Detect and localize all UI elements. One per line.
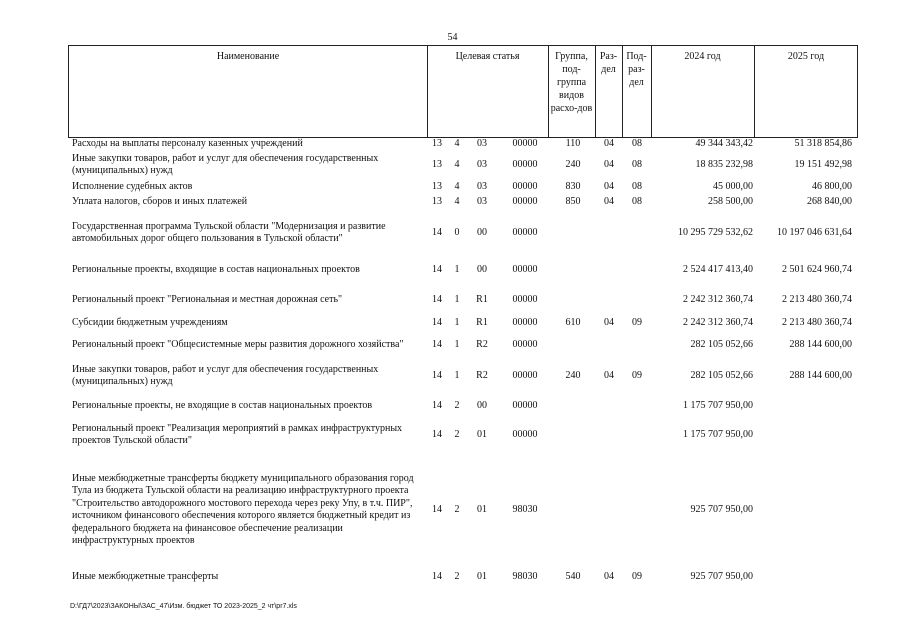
cell-pr: 09 xyxy=(632,369,642,381)
cell-grp: 830 xyxy=(565,180,581,192)
cell-rz: 04 xyxy=(604,195,614,207)
cell-y25: 10 197 046 631,64 xyxy=(777,226,852,238)
cell-y24: 49 344 343,42 xyxy=(695,137,753,149)
cell-y24: 282 105 052,66 xyxy=(690,369,753,381)
cell-c1: 14 xyxy=(432,428,442,440)
cell-c3: R2 xyxy=(476,369,488,381)
cell-y24: 1 175 707 950,00 xyxy=(683,399,753,411)
cell-name: Региональные проекты, не входящие в состав национальных проектов xyxy=(72,399,373,411)
cell-y24: 10 295 729 532,62 xyxy=(678,226,753,238)
table-row xyxy=(68,137,858,151)
cell-y25: 288 144 600,00 xyxy=(789,338,852,350)
cell-grp xyxy=(550,331,596,359)
cell-rz xyxy=(596,331,622,359)
cell-y25: 46 800,00 xyxy=(812,180,852,192)
cell-c1: 14 xyxy=(432,369,442,381)
cell-rz: 04 xyxy=(604,369,614,381)
cell-pr xyxy=(623,460,651,560)
cell-c1: 13 xyxy=(432,137,442,149)
cell-c1: 14 xyxy=(432,399,442,411)
cell-grp: 240 xyxy=(565,369,581,381)
cell-c4: 00000 xyxy=(512,338,538,350)
cell-c2: 2 xyxy=(454,503,460,515)
cell-c1: 14 xyxy=(432,570,442,582)
cell-c3: 03 xyxy=(477,195,487,207)
cell-pr: 08 xyxy=(632,180,642,192)
cell-c2: 1 xyxy=(454,316,460,328)
cell-y25 xyxy=(756,569,852,585)
cell-name: Субсидии бюджетным учреждениям xyxy=(72,316,228,328)
cell-y25: 2 501 624 960,74 xyxy=(782,263,852,275)
cell-c2: 4 xyxy=(454,137,460,149)
header-name: Наименование xyxy=(216,51,280,62)
cell-pr xyxy=(623,331,651,359)
cell-pr: 09 xyxy=(632,316,642,328)
cell-y25: 2 213 480 360,74 xyxy=(782,293,852,305)
cell-c1: 13 xyxy=(432,158,442,170)
cell-y25 xyxy=(756,460,852,560)
cell-pr: 08 xyxy=(632,158,642,170)
cell-y24: 2 524 417 413,40 xyxy=(683,263,753,275)
cell-pr xyxy=(623,262,651,278)
cell-rz: 04 xyxy=(604,137,614,149)
cell-c2: 1 xyxy=(454,293,460,305)
header-group: Группа, под-группа видов расхо-дов xyxy=(550,51,593,114)
cell-rz xyxy=(596,211,622,255)
cell-c2: 2 xyxy=(454,570,460,582)
cell-y24: 1 175 707 950,00 xyxy=(683,428,753,440)
cell-name: Региональный проект "Общесистемные меры развития дорожного хозяйства" xyxy=(72,338,404,350)
cell-grp: 540 xyxy=(565,570,581,582)
cell-c1: 13 xyxy=(432,195,442,207)
cell-c4: 00000 xyxy=(512,137,538,149)
cell-c4: 00000 xyxy=(512,195,538,207)
cell-rz xyxy=(596,292,622,308)
cell-c4: 00000 xyxy=(512,369,538,381)
cell-y24: 18 835 232,98 xyxy=(695,158,753,170)
header-2025: 2025 год xyxy=(787,51,825,62)
cell-grp xyxy=(550,262,596,278)
cell-c1: 14 xyxy=(432,503,442,515)
cell-name: Государственная программа Тульской области "Модернизация и развитие автомобильных дорог общего пользования в Тульской области" xyxy=(72,220,386,244)
cell-grp: 110 xyxy=(565,137,581,149)
cell-name: Расходы на выплаты персоналу казенных учреждений xyxy=(72,137,303,149)
table-row xyxy=(68,569,858,585)
cell-c3: 01 xyxy=(477,428,487,440)
cell-rz: 04 xyxy=(604,316,614,328)
cell-c1: 14 xyxy=(432,226,442,238)
cell-pr xyxy=(623,211,651,255)
cell-y25 xyxy=(756,420,852,450)
cell-rz: 04 xyxy=(604,180,614,192)
header-target: Целевая статья xyxy=(455,51,520,62)
cell-c4: 00000 xyxy=(512,428,538,440)
header-subsection: Под-раз-дел xyxy=(626,51,647,88)
cell-name: Иные закупки товаров, работ и услуг для обеспечения государственных (муниципальных) нужд xyxy=(72,152,379,176)
cell-c3: 03 xyxy=(477,137,487,149)
cell-c1: 14 xyxy=(432,293,442,305)
cell-rz: 04 xyxy=(604,158,614,170)
cell-c2: 1 xyxy=(454,263,460,275)
table-header xyxy=(68,45,858,138)
table-row xyxy=(68,152,858,178)
cell-c4: 98030 xyxy=(512,503,538,515)
cell-pr xyxy=(623,398,651,414)
cell-c3: 01 xyxy=(477,570,487,582)
table-row xyxy=(68,211,858,255)
cell-c4: 00000 xyxy=(512,293,538,305)
cell-c4: 00000 xyxy=(512,399,538,411)
table-row xyxy=(68,460,858,560)
cell-y25: 288 144 600,00 xyxy=(789,369,852,381)
cell-c4: 00000 xyxy=(512,158,538,170)
cell-grp xyxy=(550,292,596,308)
cell-c2: 1 xyxy=(454,338,460,350)
cell-rz: 04 xyxy=(604,570,614,582)
cell-c2: 4 xyxy=(454,195,460,207)
cell-c3: 01 xyxy=(477,503,487,515)
cell-y25: 268 840,00 xyxy=(807,195,852,207)
file-path: D:\ГД7\2023\ЗАКОНЫ\ЗАС_47\Изм. бюджет ТО 2023-2025_2 чт\pr7.xls xyxy=(70,603,297,610)
cell-grp xyxy=(550,398,596,414)
cell-y25: 19 151 492,98 xyxy=(794,158,852,170)
table-row xyxy=(68,361,858,391)
cell-name: Региональные проекты, входящие в состав национальных проектов xyxy=(72,263,360,275)
cell-pr: 08 xyxy=(632,195,642,207)
cell-c4: 00000 xyxy=(512,180,538,192)
cell-c3: 00 xyxy=(477,263,487,275)
cell-grp xyxy=(550,460,596,560)
cell-y24: 258 500,00 xyxy=(708,195,753,207)
cell-name: Уплата налогов, сборов и иных платежей xyxy=(72,195,248,207)
page-number: 54 xyxy=(447,32,458,43)
cell-c3: 00 xyxy=(477,399,487,411)
cell-c2: 4 xyxy=(454,158,460,170)
table-row xyxy=(68,331,858,359)
cell-name: Региональный проект "Реализация мероприятий в рамках инфраструктурных проектов Тульской области" xyxy=(72,422,403,446)
table-row xyxy=(68,398,858,414)
cell-y24: 45 000,00 xyxy=(713,180,753,192)
cell-c3: 00 xyxy=(477,226,487,238)
cell-c3: 03 xyxy=(477,180,487,192)
cell-grp: 850 xyxy=(565,195,581,207)
cell-c4: 00000 xyxy=(512,263,538,275)
cell-pr: 09 xyxy=(632,570,642,582)
cell-c1: 13 xyxy=(432,180,442,192)
cell-c4: 00000 xyxy=(512,226,538,238)
table-row xyxy=(68,292,858,308)
cell-grp xyxy=(550,420,596,450)
table-row xyxy=(68,262,858,278)
cell-pr: 08 xyxy=(632,137,642,149)
cell-y24: 2 242 312 360,74 xyxy=(683,316,753,328)
cell-y25: 2 213 480 360,74 xyxy=(782,316,852,328)
table-row xyxy=(68,316,858,330)
header-section: Раз-дел xyxy=(599,51,618,75)
cell-c3: R1 xyxy=(476,293,488,305)
cell-c1: 14 xyxy=(432,263,442,275)
cell-y24: 282 105 052,66 xyxy=(690,338,753,350)
cell-c2: 1 xyxy=(454,369,460,381)
table-row xyxy=(68,195,858,209)
cell-y25: 51 318 854,86 xyxy=(794,137,852,149)
cell-rz xyxy=(596,420,622,450)
cell-pr xyxy=(623,420,651,450)
cell-name: Исполнение судебных актов xyxy=(72,180,193,192)
cell-name: Иные межбюджетные трансферты бюджету муниципального образования город Тула из бюджета Тульской области на реализацию инфраструктурного проекта "Строительство автодорожного мостового перехода через реку Упу, в т.ч. ПИР", источником финансового обеспечения которого является бюджетный кредит из федерального бюджета на финансовое обеспечение реализации инфраструктурных проектов xyxy=(72,472,414,546)
cell-rz xyxy=(596,460,622,560)
table-row xyxy=(68,180,858,194)
cell-name: Иные межбюджетные трансферты xyxy=(72,570,219,582)
cell-c4: 00000 xyxy=(512,316,538,328)
cell-c3: R2 xyxy=(476,338,488,350)
cell-c2: 2 xyxy=(454,399,460,411)
cell-c2: 2 xyxy=(454,428,460,440)
cell-rz xyxy=(596,398,622,414)
cell-name: Иные закупки товаров, работ и услуг для обеспечения государственных (муниципальных) нужд xyxy=(72,363,379,387)
cell-c4: 98030 xyxy=(512,570,538,582)
cell-y24: 925 707 950,00 xyxy=(690,503,753,515)
cell-y25 xyxy=(756,398,852,414)
cell-c3: 03 xyxy=(477,158,487,170)
cell-c2: 4 xyxy=(454,180,460,192)
cell-grp xyxy=(550,211,596,255)
cell-c3: R1 xyxy=(476,316,488,328)
cell-y24: 925 707 950,00 xyxy=(690,570,753,582)
cell-rz xyxy=(596,262,622,278)
cell-y24: 2 242 312 360,74 xyxy=(683,293,753,305)
table-row xyxy=(68,420,858,450)
cell-grp: 240 xyxy=(565,158,581,170)
cell-c1: 14 xyxy=(432,338,442,350)
cell-pr xyxy=(623,292,651,308)
cell-c1: 14 xyxy=(432,316,442,328)
cell-name: Региональный проект "Региональная и местная дорожная сеть" xyxy=(72,293,343,305)
cell-c2: 0 xyxy=(454,226,460,238)
cell-grp: 610 xyxy=(565,316,581,328)
header-2024: 2024 год xyxy=(684,51,721,62)
